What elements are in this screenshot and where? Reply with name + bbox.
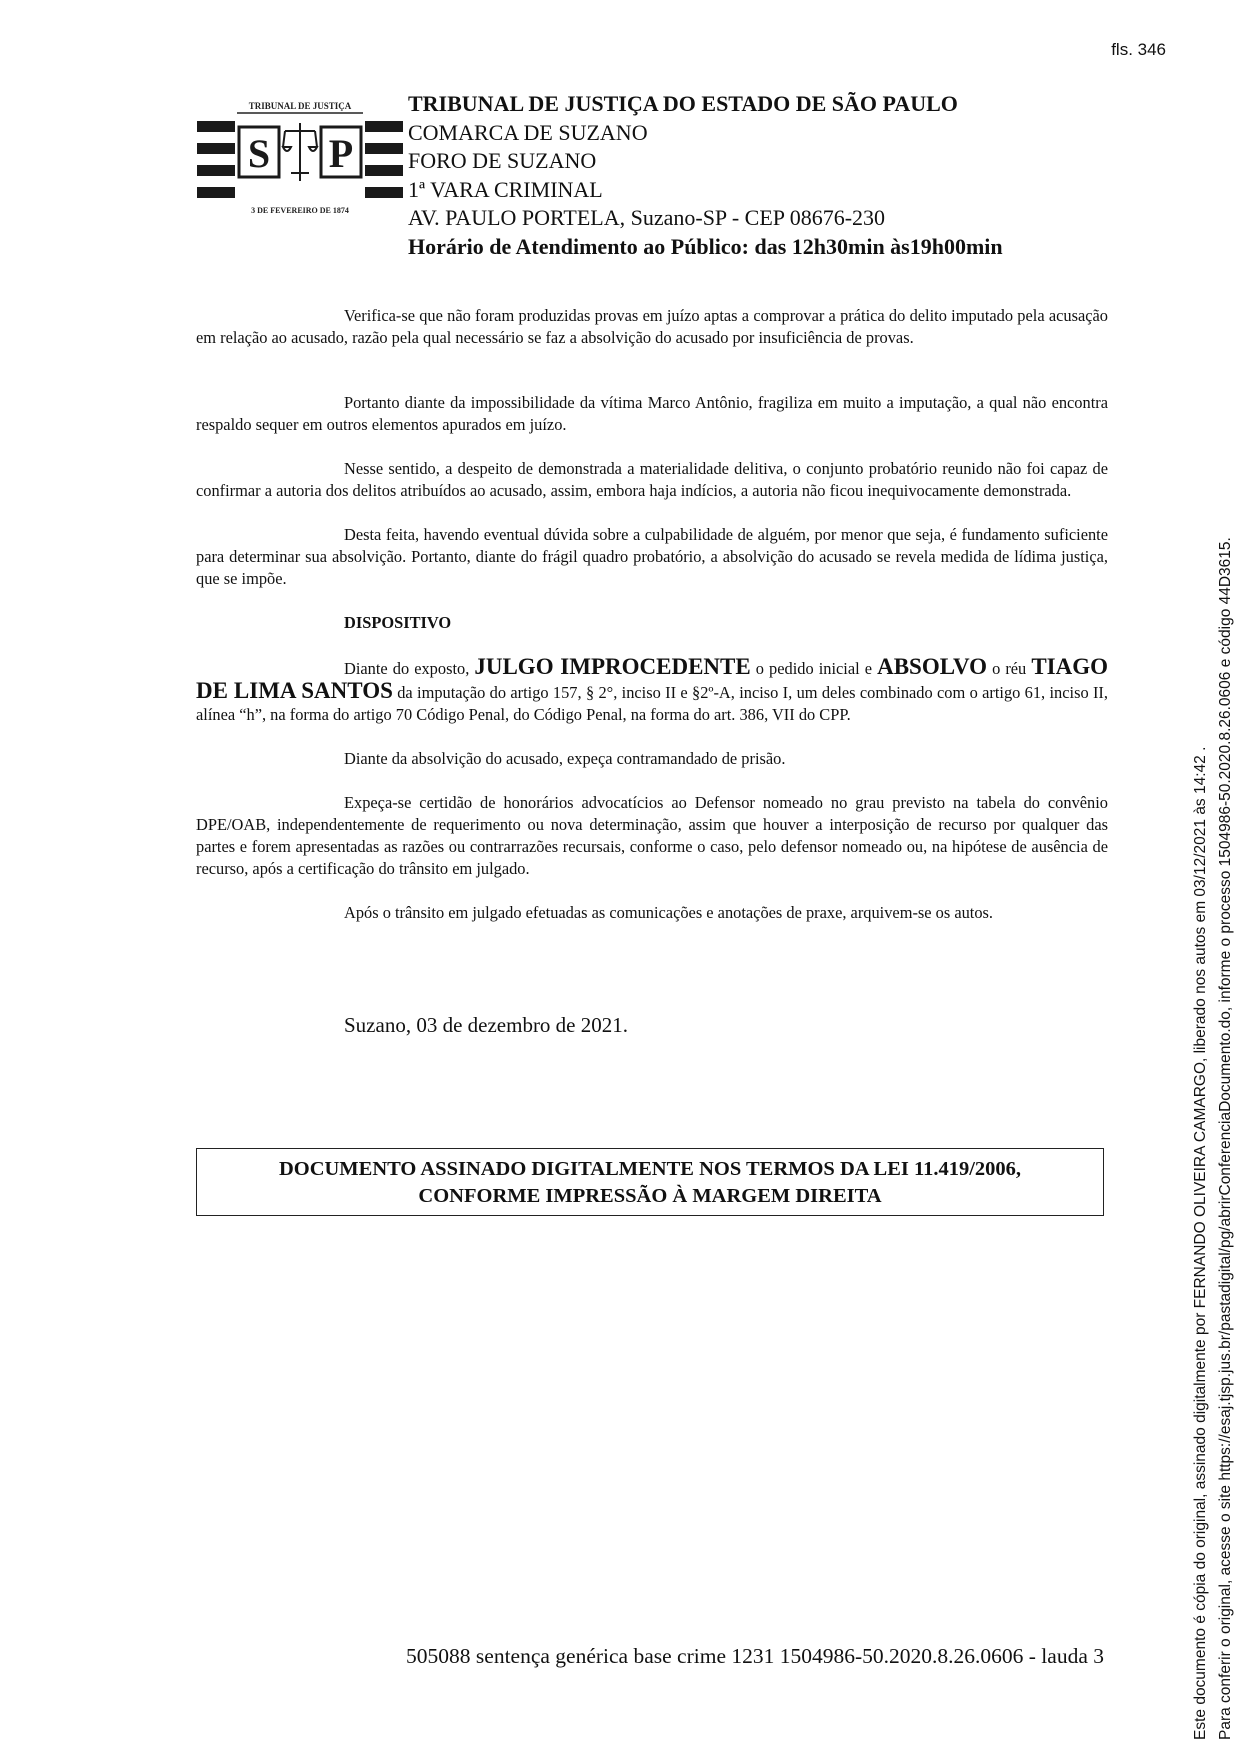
paragraph-authorship: Nesse sentido, a despeito de demonstrada a materialidade delitiva, o conjunto probatório reunido não foi capaz de confirmar a autoria dos delitos atribuídos ao acusado, assim, embora haja indícios, a autoria não ficou inequivocamente demonstrada. (196, 459, 1108, 500)
document-footer: 505088 sentença genérica base crime 1231 1504986-50.2020.8.26.0606 - lauda 3 (406, 1644, 1104, 1668)
page-number: fls. 346 (1111, 40, 1166, 59)
margin-note-line-2: Para conferir o original, acesse o site https://esaj.tjsp.jus.br/pastadigital/pg/abrirConferenciaDocumento.do, informe o processo 1504986-50.2020.8.26.0606 e código 44D3615. (1217, 537, 1234, 1740)
digital-signature-margin-note (1188, 280, 1238, 1740)
sentence-date: Suzano, 03 de dezembro de 2021. (344, 1013, 629, 1037)
logo-letter-s: S (247, 131, 271, 176)
sentence-body (196, 305, 1108, 924)
court-name: TRIBUNAL DE JUSTIÇA DO ESTADO DE SÃO PAULO (408, 91, 958, 116)
signature-line-2: CONFORME IMPRESSÃO À MARGEM DIREITA (418, 1185, 882, 1207)
paragraph-insufficient-evidence: Verifica-se que não foram produzidas provas em juízo aptas a comprovar a prática do delito imputado pela acusação em relação ao acusado, razão pela qual necessário se faz a absolvição do acusado por insuficiência de provas. (196, 306, 1108, 347)
dispositivo-heading: DISPOSITIVO (344, 613, 452, 632)
logo-top-text: TRIBUNAL DE JUSTIÇA (248, 101, 352, 111)
digital-signature-box (196, 1148, 1104, 1216)
court-header (408, 90, 1003, 261)
verdict-absolvo: ABSOLVO (877, 654, 987, 679)
address: AV. PAULO PORTELA, Suzano-SP - CEP 08676-230 (408, 205, 886, 230)
logo-bottom-text: 3 DE FEVEREIRO DE 1874 (251, 206, 349, 215)
defendant-name: TIAGO DE LIMA SANTOS (196, 654, 1109, 703)
verdict-improcedente: JULGO IMPROCEDENTE (474, 654, 751, 679)
paragraph-verdict: Diante do exposto, JULGO IMPROCEDENTE o pedido inicial e ABSOLVO o réu TIAGO DE LIMA SANTOS da imputação do artigo 157, § 2°, inciso II e §2º-A, inciso I, um deles combinado com o artigo 61, inciso II, alínea “h”, na forma do artigo 70 Código Penal, do Código Penal, na forma do art. 386, VII do CPP. (196, 654, 1109, 724)
opening-hours: Horário de Atendimento ao Público: das 12h30min às19h00min (408, 233, 1003, 259)
logo-letter-p: P (328, 131, 354, 176)
paragraph-honorarios: Expeça-se certidão de honorários advocatícios ao Defensor nomeado no grau previsto na tabela do convênio DPE/OAB, independentemente de requerimento ou nova determinação, assim que houver a interposição de recurso por qualquer das partes e forem apresentadas as razões ou contrarrazões recursais, conforme o caso, pelo defensor nomeado ou, na hipótese de ausência de recurso, após a certificação do trânsito em julgado. (196, 793, 1108, 878)
paragraph-archive: Após o trânsito em julgado efetuadas as comunicações e anotações de praxe, arquivem-se os autos. (344, 903, 994, 922)
paragraph-victim: Portanto diante da impossibilidade da vítima Marco Antônio, fragiliza em muito a imputação, a qual não encontra respaldo sequer em outros elementos apurados em juízo. (196, 393, 1108, 434)
comarca: COMARCA DE SUZANO (408, 119, 648, 145)
margin-note-line-1: Este documento é cópia do original, assinado digitalmente por FERNANDO OLIVEIRA CAMARGO, liberado nos autos em 03/12/2021 às 14:42 . (1192, 746, 1209, 1740)
paragraph-doubt: Desta feita, havendo eventual dúvida sobre a culpabilidade de alguém, por menor que seja, é fundamento suficiente para determinar sua absolvição. Portanto, diante do frágil quadro probatório, a absolvição do acusado se revela medida de lídima justiça, que se impõe. (196, 525, 1108, 588)
paragraph-contramandado: Diante da absolvição do acusado, expeça contramandado de prisão. (344, 749, 786, 768)
signature-line-1: DOCUMENTO ASSINADO DIGITALMENTE NOS TERMOS DA LEI 11.419/2006, (278, 1158, 1022, 1180)
vara: 1ª VARA CRIMINAL (408, 176, 603, 202)
tjsp-logo (197, 77, 403, 223)
foro: FORO DE SUZANO (408, 148, 597, 173)
